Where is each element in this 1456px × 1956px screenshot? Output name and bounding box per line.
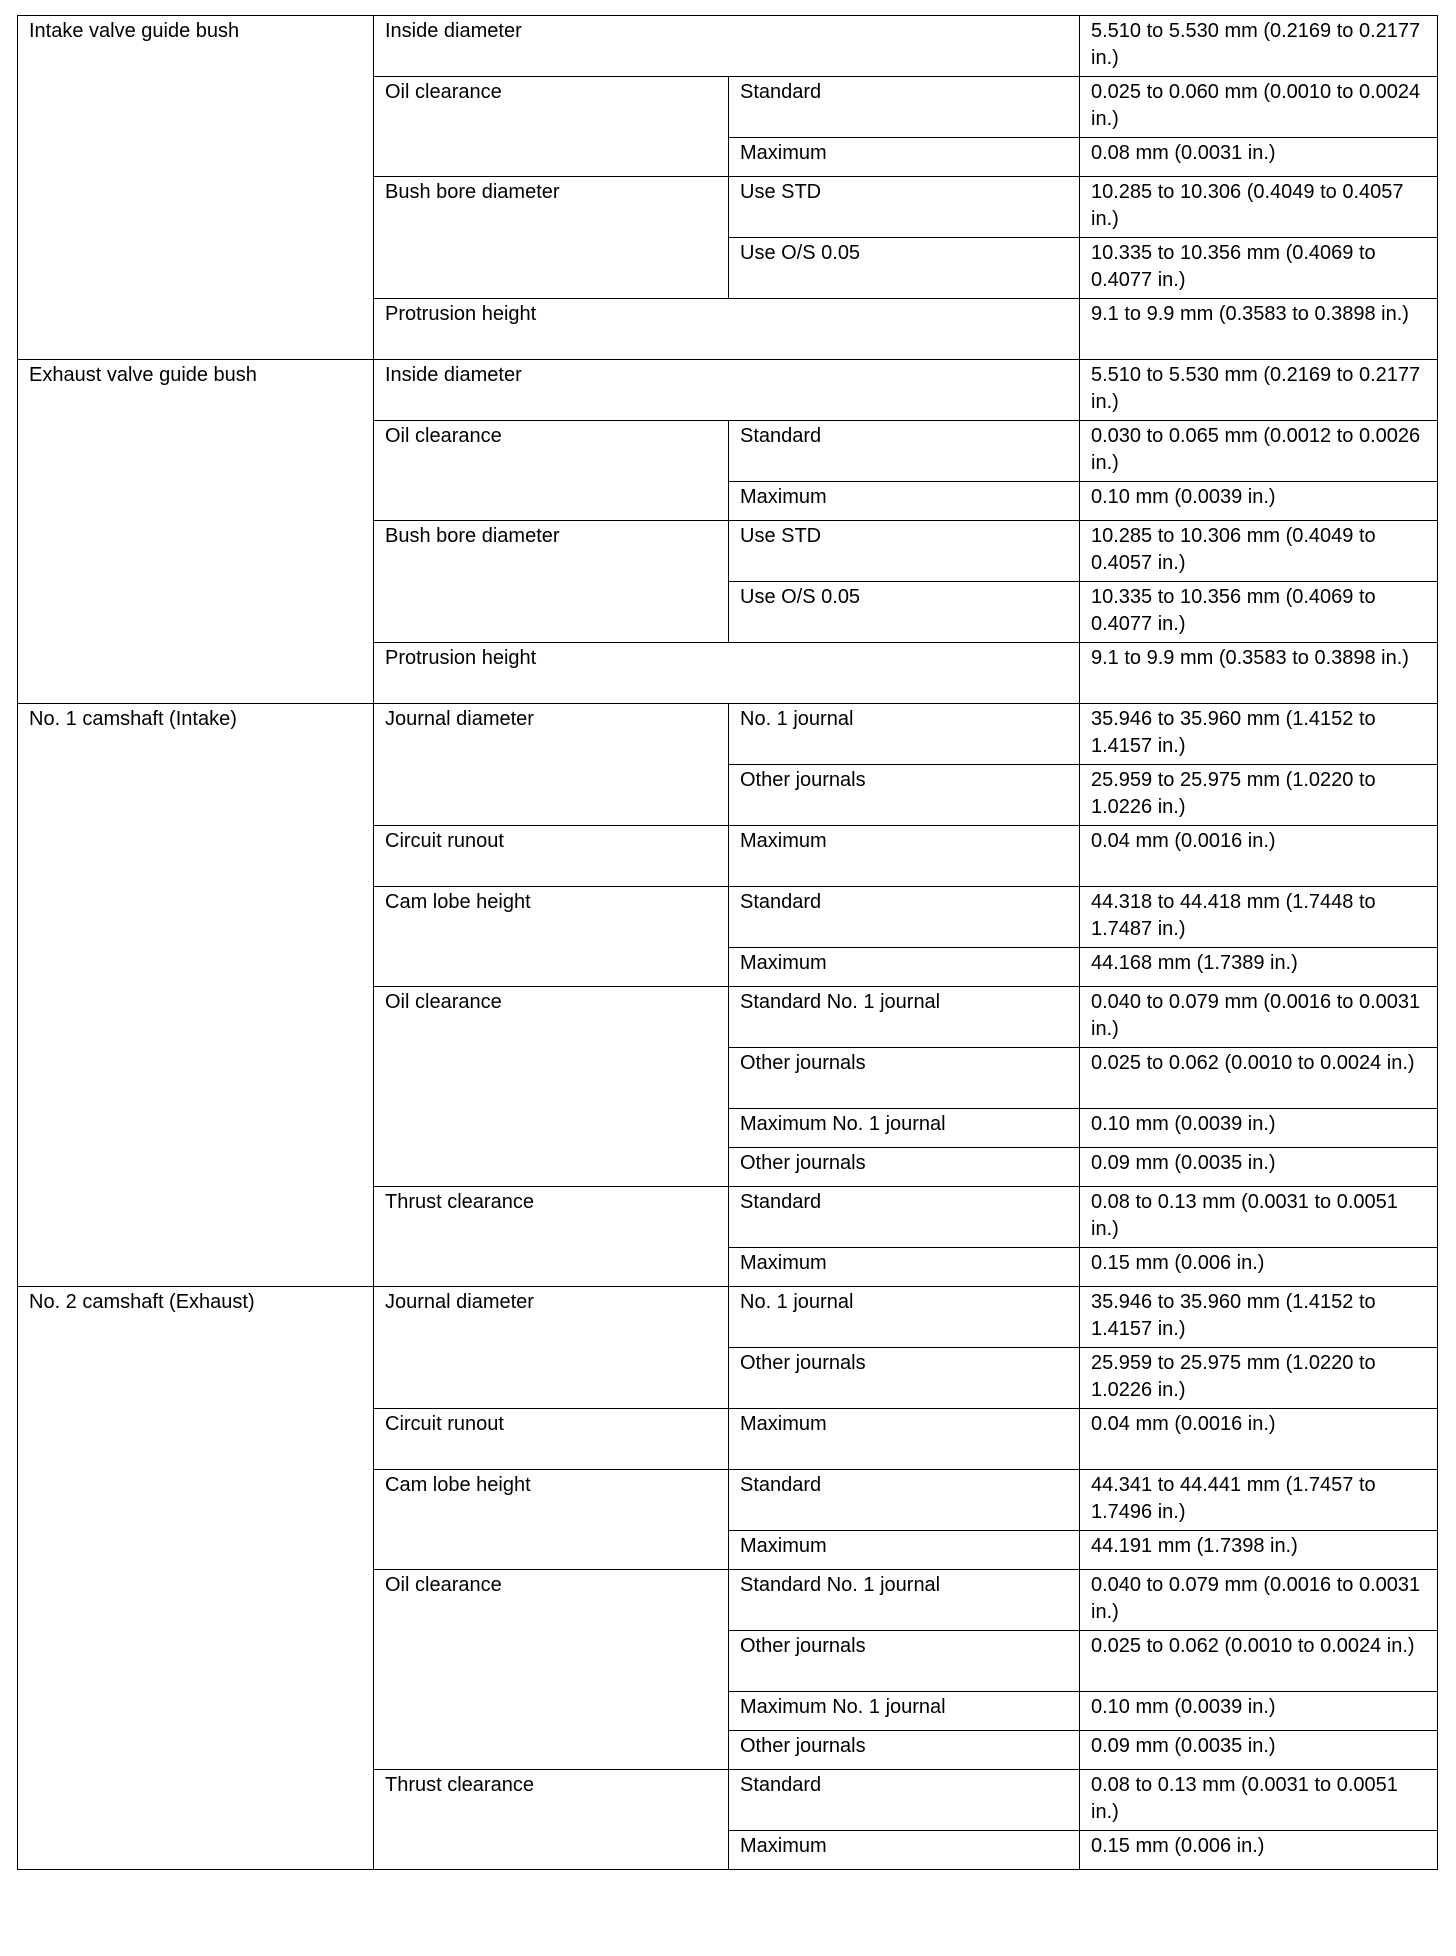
value-cell: 9.1 to 9.9 mm (0.3583 to 0.3898 in.) xyxy=(1080,643,1438,704)
component-cell: No. 2 camshaft (Exhaust) xyxy=(18,1287,374,1870)
parameter-cell: Thrust clearance xyxy=(374,1770,729,1870)
parameter-cell: Thrust clearance xyxy=(374,1187,729,1287)
value-cell: 10.335 to 10.356 mm (0.4069 to 0.4077 in.) xyxy=(1080,582,1438,643)
condition-cell: No. 1 journal xyxy=(729,704,1080,765)
parameter-cell: Oil clearance xyxy=(374,421,729,521)
parameter-cell: Cam lobe height xyxy=(374,887,729,987)
parameter-cell: Journal diameter xyxy=(374,1287,729,1409)
condition-cell: Use STD xyxy=(729,177,1080,238)
condition-cell: Maximum No. 1 journal xyxy=(729,1692,1080,1731)
condition-cell: No. 1 journal xyxy=(729,1287,1080,1348)
condition-cell: Maximum No. 1 journal xyxy=(729,1109,1080,1148)
component-cell: Exhaust valve guide bush xyxy=(18,360,374,704)
condition-cell: Maximum xyxy=(729,1531,1080,1570)
condition-cell: Maximum xyxy=(729,138,1080,177)
condition-cell: Standard No. 1 journal xyxy=(729,1570,1080,1631)
value-cell: 35.946 to 35.960 mm (1.4152 to 1.4157 in.) xyxy=(1080,1287,1438,1348)
condition-cell: Other journals xyxy=(729,1348,1080,1409)
condition-cell: Standard xyxy=(729,1770,1080,1831)
table-row xyxy=(18,1287,1438,1348)
parameter-cell: Circuit runout xyxy=(374,1409,729,1470)
value-cell: 35.946 to 35.960 mm (1.4152 to 1.4157 in.) xyxy=(1080,704,1438,765)
parameter-cell: Oil clearance xyxy=(374,77,729,177)
parameter-cell: Journal diameter xyxy=(374,704,729,826)
condition-cell: Standard xyxy=(729,1187,1080,1248)
value-cell: 0.10 mm (0.0039 in.) xyxy=(1080,482,1438,521)
value-cell: 44.318 to 44.418 mm (1.7448 to 1.7487 in.) xyxy=(1080,887,1438,948)
spec-table-body xyxy=(18,16,1438,1870)
condition-cell: Other journals xyxy=(729,1048,1080,1109)
condition-cell: Use O/S 0.05 xyxy=(729,238,1080,299)
value-cell: 10.285 to 10.306 (0.4049 to 0.4057 in.) xyxy=(1080,177,1438,238)
condition-cell: Standard xyxy=(729,77,1080,138)
value-cell: 0.08 to 0.13 mm (0.0031 to 0.0051 in.) xyxy=(1080,1187,1438,1248)
parameter-cell: Protrusion height xyxy=(374,299,1080,360)
parameter-cell: Protrusion height xyxy=(374,643,1080,704)
value-cell: 25.959 to 25.975 mm (1.0220 to 1.0226 in.) xyxy=(1080,765,1438,826)
condition-cell: Maximum xyxy=(729,826,1080,887)
value-cell: 0.09 mm (0.0035 in.) xyxy=(1080,1148,1438,1187)
table-row xyxy=(18,360,1438,421)
value-cell: 0.030 to 0.065 mm (0.0012 to 0.0026 in.) xyxy=(1080,421,1438,482)
value-cell: 5.510 to 5.530 mm (0.2169 to 0.2177 in.) xyxy=(1080,16,1438,77)
value-cell: 9.1 to 9.9 mm (0.3583 to 0.3898 in.) xyxy=(1080,299,1438,360)
condition-cell: Maximum xyxy=(729,948,1080,987)
value-cell: 0.10 mm (0.0039 in.) xyxy=(1080,1109,1438,1148)
parameter-cell: Inside diameter xyxy=(374,16,1080,77)
parameter-cell: Circuit runout xyxy=(374,826,729,887)
spec-table xyxy=(17,15,1438,1870)
table-row xyxy=(18,16,1438,77)
parameter-cell: Oil clearance xyxy=(374,1570,729,1770)
value-cell: 0.025 to 0.062 (0.0010 to 0.0024 in.) xyxy=(1080,1631,1438,1692)
value-cell: 44.191 mm (1.7398 in.) xyxy=(1080,1531,1438,1570)
component-cell: Intake valve guide bush xyxy=(18,16,374,360)
value-cell: 25.959 to 25.975 mm (1.0220 to 1.0226 in.) xyxy=(1080,1348,1438,1409)
table-row xyxy=(18,704,1438,765)
parameter-cell: Bush bore diameter xyxy=(374,521,729,643)
value-cell: 0.08 mm (0.0031 in.) xyxy=(1080,138,1438,177)
parameter-cell: Oil clearance xyxy=(374,987,729,1187)
value-cell: 0.09 mm (0.0035 in.) xyxy=(1080,1731,1438,1770)
condition-cell: Standard No. 1 journal xyxy=(729,987,1080,1048)
condition-cell: Other journals xyxy=(729,1731,1080,1770)
condition-cell: Other journals xyxy=(729,1631,1080,1692)
value-cell: 44.341 to 44.441 mm (1.7457 to 1.7496 in.) xyxy=(1080,1470,1438,1531)
value-cell: 5.510 to 5.530 mm (0.2169 to 0.2177 in.) xyxy=(1080,360,1438,421)
condition-cell: Maximum xyxy=(729,1248,1080,1287)
component-cell: No. 1 camshaft (Intake) xyxy=(18,704,374,1287)
condition-cell: Use O/S 0.05 xyxy=(729,582,1080,643)
value-cell: 0.040 to 0.079 mm (0.0016 to 0.0031 in.) xyxy=(1080,987,1438,1048)
value-cell: 0.10 mm (0.0039 in.) xyxy=(1080,1692,1438,1731)
condition-cell: Standard xyxy=(729,887,1080,948)
parameter-cell: Bush bore diameter xyxy=(374,177,729,299)
condition-cell: Maximum xyxy=(729,482,1080,521)
value-cell: 44.168 mm (1.7389 in.) xyxy=(1080,948,1438,987)
value-cell: 0.04 mm (0.0016 in.) xyxy=(1080,1409,1438,1470)
value-cell: 0.040 to 0.079 mm (0.0016 to 0.0031 in.) xyxy=(1080,1570,1438,1631)
value-cell: 0.04 mm (0.0016 in.) xyxy=(1080,826,1438,887)
parameter-cell: Cam lobe height xyxy=(374,1470,729,1570)
value-cell: 10.285 to 10.306 mm (0.4049 to 0.4057 in.) xyxy=(1080,521,1438,582)
condition-cell: Maximum xyxy=(729,1831,1080,1870)
parameter-cell: Inside diameter xyxy=(374,360,1080,421)
value-cell: 0.08 to 0.13 mm (0.0031 to 0.0051 in.) xyxy=(1080,1770,1438,1831)
value-cell: 0.15 mm (0.006 in.) xyxy=(1080,1248,1438,1287)
value-cell: 10.335 to 10.356 mm (0.4069 to 0.4077 in.) xyxy=(1080,238,1438,299)
condition-cell: Standard xyxy=(729,1470,1080,1531)
value-cell: 0.025 to 0.060 mm (0.0010 to 0.0024 in.) xyxy=(1080,77,1438,138)
value-cell: 0.025 to 0.062 (0.0010 to 0.0024 in.) xyxy=(1080,1048,1438,1109)
condition-cell: Use STD xyxy=(729,521,1080,582)
condition-cell: Maximum xyxy=(729,1409,1080,1470)
condition-cell: Other journals xyxy=(729,765,1080,826)
value-cell: 0.15 mm (0.006 in.) xyxy=(1080,1831,1438,1870)
condition-cell: Standard xyxy=(729,421,1080,482)
condition-cell: Other journals xyxy=(729,1148,1080,1187)
